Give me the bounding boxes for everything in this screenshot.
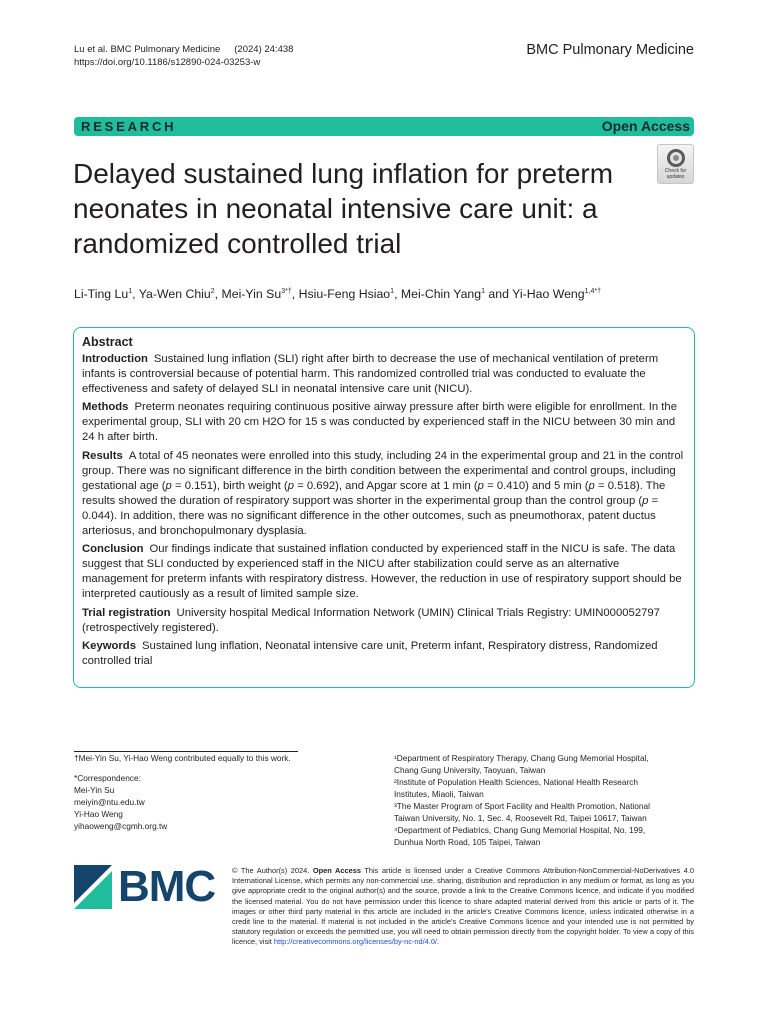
affiliation-line: ⁴Department of Pediatrics, Chang Gung Memorial Hospital, No. 199, (394, 825, 646, 835)
check-for-updates-button[interactable] (657, 144, 694, 184)
author-name: Hsiu-Feng Hsiao (298, 287, 391, 302)
author-name: Li-Ting Lu (74, 287, 129, 302)
bmc-logo-mark-icon (74, 865, 114, 909)
journal-name: BMC Pulmonary Medicine (526, 42, 694, 58)
author-name: Yi-Hao Weng (512, 287, 585, 302)
author-separator: and (485, 287, 513, 302)
author-name: Mei-Chin Yang (400, 287, 482, 302)
author-affiliation-marker: 2 (210, 288, 215, 295)
affiliation-line: Institutes, Miaoli, Taiwan (394, 789, 484, 799)
abstract-heading: Abstract (82, 335, 133, 349)
bmc-logo-text: BMC (118, 862, 216, 911)
author-name: Ya-Wen Chiu (138, 287, 211, 302)
doi-link[interactable]: https://doi.org/10.1186/s12890-024-03253-w (74, 57, 261, 68)
contact-name: Yi-Hao Weng (74, 809, 123, 819)
affiliation-line: Taiwan University, No. 1, Sec. 4, Roosevelt Rd, Taipei 10617, Taiwan (394, 813, 647, 823)
author-separator: , (132, 287, 139, 302)
abstract-introduction: Introduction Sustained lung inflation (SLI) right after birth to decrease the use of mechanical ventilation of preterm infants is controversial because of potential harm. This randomized controlled trial was conducted to evaluate the effectiveness and safety of delayed SLI in neonatal intensive care unit (NICU). (82, 353, 659, 396)
bmc-logo (74, 862, 216, 911)
abstract-trial-registration: Trial registration University hospital Medical Information Network (UMIN) Clinical Trials Registry: UMIN000052797 (retrospectively registered). (82, 606, 660, 634)
contact-email[interactable]: meiyin@ntu.edu.tw (74, 797, 145, 807)
section-banner (74, 117, 694, 136)
license-link[interactable]: http://creativecommons.org/licenses/by-nc-nd/4.0/ (273, 937, 437, 947)
author-separator: , (394, 287, 401, 302)
equal-contribution-note: †Mei-Yin Su, Yi-Hao Weng contributed equally to this work. (74, 753, 291, 763)
author-affiliation-marker: 1 (481, 288, 486, 295)
author-name: Mei-Yin Su (221, 287, 282, 302)
author-affiliation-marker: 1 (390, 288, 395, 295)
affiliation-line: Chang Gung University, Taoyuan, Taiwan (394, 765, 546, 775)
contact-name: Mei-Yin Su (74, 785, 115, 795)
open-access-label: Open Access (601, 118, 690, 134)
year-volume: (2024) 24:438 (234, 44, 294, 55)
affiliation-line: ²Institute of Population Health Sciences, National Health Research (394, 777, 638, 787)
abstract-methods: Methods Preterm neonates requiring continuous positive airway pressure after birth were eligible for enrollment. In the experimental group, SLI with 20 cm H2O for 15 s was conducted by experienced staff in the NICU between 30 min and 24 h after birth. (82, 401, 677, 444)
affiliations (394, 752, 684, 848)
author-separator: , (291, 287, 299, 302)
affiliation-line: Dunhua North Road, 105 Taipei, Taiwan (394, 837, 541, 847)
author-separator: , (214, 287, 222, 302)
article-type-label: RESEARCH (81, 119, 177, 134)
check-for-updates-icon (667, 149, 685, 167)
affiliation-line: ¹Department of Respiratory Therapy, Chang Gung Memorial Hospital, (394, 753, 649, 763)
correspondence-block (74, 772, 167, 832)
abstract-box (73, 327, 695, 688)
author-affiliation-marker: 3*† (281, 288, 292, 295)
contact-email[interactable]: yihaoweng@cgmh.org.tw (74, 821, 168, 831)
abstract-keywords: Keywords Sustained lung inflation, Neonatal intensive care unit, Preterm infant, Respiratory distress, Randomized controlled trial (82, 639, 658, 667)
citation: Lu et al. BMC Pulmonary Medicine (74, 44, 221, 55)
check-for-updates-label: Check for updates (664, 168, 687, 180)
abstract-results: Results A total of 45 neonates were enrolled into this study, including 24 in the experimental group and 21 in the control group. There was no significant difference in the birth condition between the experimental and control groups, including gestational age (p = 0.151), birth weight (p = 0.692), and Apgar score at 1 min (p = 0.410) and 5 min (p = 0.518). The results showed the duration of respiratory support was shorter in the experimental group than the control group (p = 0.044). In addition, there was no significant difference in the other outcomes, such as pneumothorax, patent ductus arteriosus, and bronchopulmonary dysplasia. (82, 449, 684, 538)
author-list (74, 284, 694, 302)
license-statement: © The Author(s) 2024. Open Access This article is licensed under a Creative Commons Attribution-NonCommercial-NoDerivatives 4.0 International License, which permits any non-commercial use, sharing, distribution and reproduction in any medium or format, as long as you give appropriate credit to the original author(s) and the source, provide a link to the Creative Commons licence, and indicate if you modified the licensed material. You do not have permission under this licence to share adapted material derived from this article or parts of it. The images or other third party material in this article are included in the article's Creative Commons licence, unless indicated otherwise in a credit line to the material. If material is not included in the article's Creative Commons licence and your intended use is not permitted by statutory regulation or exceeds the permitted use, you will need to obtain permission directly from the copyright holder. To view a copy of this licence, visit http://creativecommons.org/licenses/by-nc-nd/4.0/. (232, 866, 695, 947)
author-affiliation-marker: 1 (128, 288, 133, 295)
abstract-conclusion: Conclusion Our findings indicate that sustained inflation conducted by experienced staff in the NICU is safe. The data suggest that SLI conducted by experienced staff in the NICU after stabilization could serve as an alternative management for preterm infants with respiratory distress. However, the reduction in use of respiratory support should be interpreted cautiously as a result of limited sample size. (82, 543, 682, 601)
running-header (74, 43, 293, 69)
author-affiliation-marker: 1,4*† (584, 288, 601, 295)
affiliation-line: ³The Master Program of Sport Facility and Health Promotion, National (394, 801, 650, 811)
article-title: Delayed sustained lung inflation for preterm neonates in neonatal intensive care unit: a randomized controlled trial (73, 158, 614, 259)
correspondence-label: *Correspondence: (74, 773, 141, 783)
